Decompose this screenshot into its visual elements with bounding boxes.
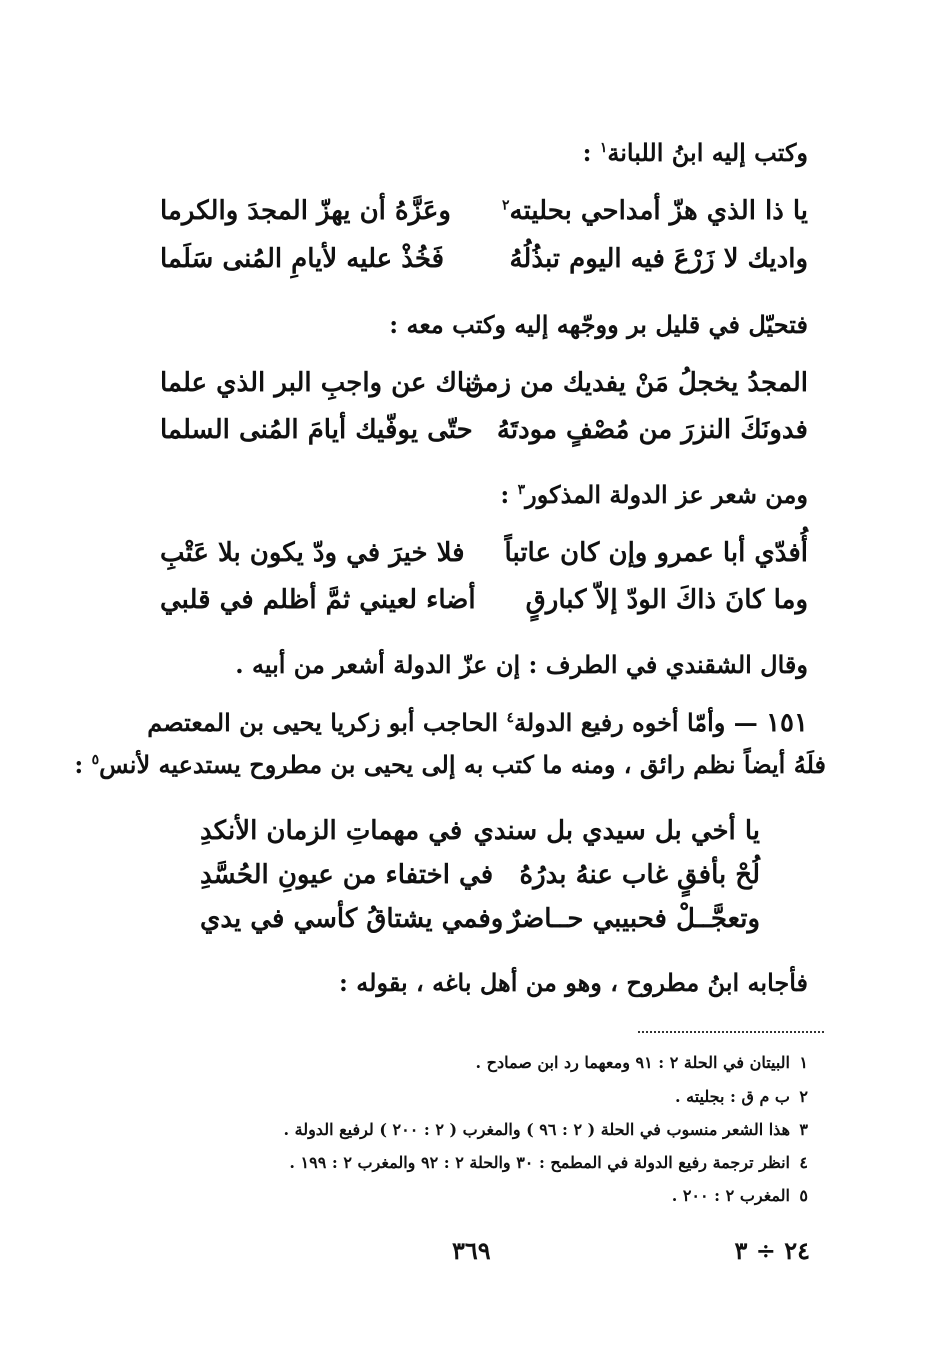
verse-line: المجدُ يخجلُ مَنْ يفديك من زمن bbox=[464, 368, 808, 398]
verse-line: يا ذا الذي هزّ أمداحي بحليته$^٢$ bbox=[502, 196, 808, 226]
footnote: ٢ب م ق : بجليته . bbox=[674, 1087, 808, 1106]
intro-line-4: فأجابه ابنُ مطروح ، وهو من أهل باغه ، بقوله : bbox=[339, 968, 808, 997]
verse-line: وفمي يشتاقُ كأسي في يدي bbox=[200, 904, 504, 934]
verse-line: وعَزَّهُ أن يهزّ المجدَ والكرما bbox=[160, 196, 451, 226]
intro-line-2: فتحيّل في قليل بر ووجّهه إليه وكتب معه : bbox=[389, 310, 808, 339]
page-number: ٣٦٩ bbox=[452, 1236, 491, 1265]
verse-line: في مهماتِ الزمان الأنكدِ bbox=[200, 816, 463, 846]
verse-line: واديك لا زَرْعَ فيه اليوم تبذُلُهُ bbox=[509, 244, 808, 274]
footnote-marker: ٥ bbox=[91, 752, 100, 768]
section-line-1: ١٥١ — وأمّا أخوه رفيع الدولة$^٤$ الحاجب أبو زكريا يحيى بن المعتصم bbox=[147, 708, 808, 738]
verse-line: حتّى يوفّيك أيامَ المُنى السلما bbox=[160, 415, 473, 445]
intro-line-1: وكتب إليه ابنُ اللبانة$^١$ : bbox=[582, 138, 808, 167]
section-line-2: فلَهُ أيضاً نظم رائق ، ومنه ما كتب به إلى يحيى بن مطروح يستدعيه لأنس$^٥$ : bbox=[74, 750, 826, 779]
footnote: ٥المغرب ٢ : ٢٠٠ . bbox=[671, 1186, 808, 1205]
intro-line-3: ومن شعر عز الدولة المذكور$^٣$ : bbox=[500, 480, 808, 509]
footnote: ٣هذا الشعر منسوب في الحلة ( ٢ : ٩٦ ) والمغرب ( ٢ : ٢٠٠ ) لرفيع الدولة . bbox=[283, 1120, 808, 1139]
verse-line: فلا خيرَ في ودّ يكون بلا عَتْبِ bbox=[160, 538, 465, 568]
footnote-marker: ٣ bbox=[517, 482, 526, 498]
verse-line: لُحْ بأفقٍ غاب عنهُ بدرُهُ bbox=[519, 860, 760, 890]
footnote-rule bbox=[638, 1031, 824, 1033]
verse-line: أُفدّي أبا عمرو وإن كان عاتباً bbox=[504, 538, 808, 568]
verse-line: فَخُذْ عليه لأيامِ المُنى سَلَما bbox=[160, 244, 445, 274]
verse-line: أضاء لعيني ثمَّ أظلم في قلبي bbox=[160, 585, 476, 615]
footnote: ٤انظر ترجمة رفيع الدولة في المطمح : ٣٠ والحلة ٢ : ٩٢ والمغرب ٢ : ١٩٩ . bbox=[289, 1153, 808, 1172]
verse-line: وتعجَّــلْ فحبيبي حــاضرٌ bbox=[507, 904, 760, 934]
footnote: ١البيتان في الحلة ٢ : ٩١ ومعهما رد ابن صمادح . bbox=[475, 1053, 808, 1072]
section-number: ١٥١ bbox=[766, 708, 808, 738]
footnote-marker: ١ bbox=[599, 140, 608, 156]
signature-mark: ٢٤ ÷ ٣ bbox=[734, 1236, 810, 1265]
verse-line: يا أخي بل سيدي بل سندي bbox=[473, 816, 760, 846]
verse-line: وما كانَ ذاكَ الودّ إلاّ كبارقٍ bbox=[525, 585, 808, 615]
footnote-marker: ٢ bbox=[502, 197, 510, 214]
quote-line: وقال الشقندي في الطرف : إن عزّ الدولة أشعر من أبيه . bbox=[235, 650, 808, 679]
verse-line: ثناك عن واجبِ البر الذي علما bbox=[160, 368, 480, 398]
footnote-marker: ٤ bbox=[506, 710, 514, 726]
verse-line: في اختفاء من عيونِ الحُسَّدِ bbox=[200, 860, 494, 890]
verse-line: فدونَكَ النزرَ من مُصْفٍ مودتَهُ bbox=[496, 415, 808, 445]
